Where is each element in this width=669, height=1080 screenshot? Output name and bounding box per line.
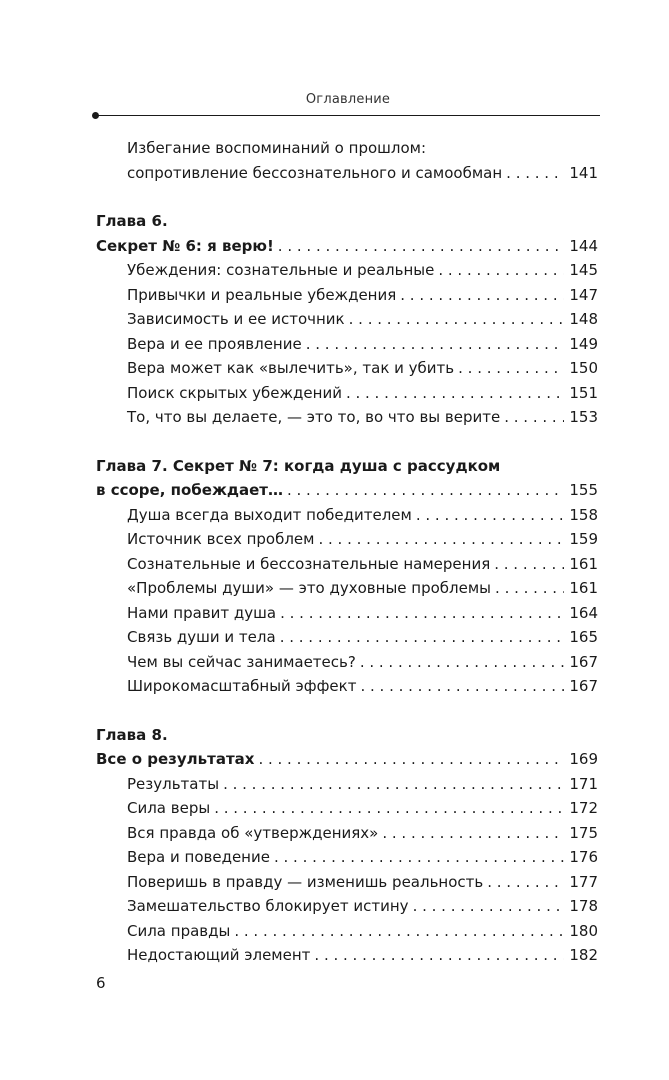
chapter-7-sections [96, 503, 598, 699]
toc-entry [96, 527, 598, 552]
toc-entry-title: Сила правды [127, 921, 231, 940]
toc-entry-page: 148 [569, 310, 598, 328]
toc-entry-title: Поиск скрытых убеждений [127, 383, 342, 402]
chapter-label: Глава 8. [96, 725, 168, 744]
toc-entry-page: 172 [569, 799, 598, 817]
dot-leader [413, 894, 564, 919]
toc-entry [96, 943, 598, 968]
toc-entry-page: 161 [569, 579, 598, 597]
dot-leader [234, 919, 564, 944]
chapter-page: 144 [569, 236, 598, 255]
chapter-title-line: Глава 7. Секрет № 7: когда душа с рассудком [96, 456, 501, 475]
dot-leader [287, 478, 564, 503]
toc-entry-title: Замешательство блокирует истину [127, 897, 409, 915]
toc-entry [96, 601, 598, 626]
toc-entry-line: Избегание воспоминаний о прошлом: [127, 139, 426, 157]
toc-entry-title: Сила веры [127, 799, 211, 817]
toc-entry [96, 503, 598, 528]
dot-leader [346, 381, 564, 406]
dot-leader [349, 307, 564, 332]
dot-leader [318, 527, 564, 552]
chapter-title: в ссоре, побеждает… [96, 481, 283, 499]
toc-entry [96, 650, 598, 675]
toc-entry [96, 674, 598, 699]
dot-leader [360, 650, 564, 675]
chapter-title: Все о результатах [96, 750, 255, 768]
toc-entry [96, 283, 598, 308]
toc [96, 136, 598, 968]
toc-entry-page: 150 [569, 359, 598, 377]
toc-entry-title: Недостающий элемент [127, 946, 311, 964]
dot-leader [280, 625, 564, 650]
toc-entry [96, 552, 598, 577]
toc-entry-title: Душа всегда выходит победителем [127, 505, 412, 524]
chapter-entry [96, 478, 598, 503]
toc-entry [96, 894, 598, 919]
dot-leader [360, 674, 564, 699]
dot-leader [458, 356, 564, 381]
toc-entry-title: Вера может как «вылечить», так и убить [127, 359, 455, 377]
chapter-page: 155 [569, 481, 598, 499]
toc-entry-title: То, что вы делаете, — это то, во что вы верите [127, 408, 501, 426]
toc-entry [96, 821, 598, 846]
dot-leader [314, 943, 564, 968]
running-header: Оглавление [305, 92, 391, 107]
toc-entry-title: Источник всех проблем [127, 530, 315, 548]
chapter-entry [96, 747, 598, 772]
toc-entry-title: «Проблемы души» — это духовные проблемы [127, 579, 492, 597]
toc-entry [96, 307, 598, 332]
chapter-6-sections [96, 258, 598, 430]
dot-leader [438, 258, 564, 283]
toc-entry-page: 151 [569, 383, 598, 402]
chapter-8-sections [96, 772, 598, 968]
toc-entry [96, 161, 598, 186]
toc-entry [96, 919, 598, 944]
dot-leader [306, 332, 564, 357]
toc-entry-title: сопротивление бессознательного и самообман [127, 163, 503, 182]
chapter-label: Глава 6. [96, 212, 168, 230]
toc-entry-title: Убеждения: сознательные и реальные [127, 261, 435, 279]
toc-entry [96, 576, 598, 601]
toc-entry-title: Поверишь в правду — изменишь реальность [127, 872, 484, 891]
toc-entry-page: 159 [569, 530, 598, 548]
toc-entry [96, 356, 598, 381]
dot-leader [280, 601, 564, 626]
toc-entry-page: 165 [569, 628, 598, 646]
toc-entry-page: 153 [569, 408, 598, 426]
toc-entry-page: 180 [569, 921, 598, 940]
toc-entry [96, 772, 598, 797]
dot-leader [382, 821, 564, 846]
dot-leader [400, 283, 564, 308]
page-number: 6 [96, 974, 106, 992]
toc-entry-page: 167 [569, 652, 598, 671]
dot-leader [278, 234, 564, 259]
toc-entry-title: Зависимость и ее источник [127, 310, 345, 328]
toc-entry-page: 161 [569, 554, 598, 573]
toc-entry-title: Нами правит душа [127, 603, 277, 622]
dot-leader [487, 870, 564, 895]
toc-entry-title: Результаты [127, 774, 220, 793]
dot-leader [258, 747, 564, 772]
toc-entry-title: Связь души и тела [127, 628, 276, 646]
chapter-entry [96, 234, 598, 259]
toc-entry-title: Чем вы сейчас занимаетесь? [127, 652, 356, 671]
toc-entry-page: 178 [569, 897, 598, 915]
toc-entry-page: 145 [569, 261, 598, 279]
chapter-page: 169 [569, 750, 598, 768]
toc-entry-page: 141 [569, 163, 598, 182]
toc-entry-page: 149 [569, 334, 598, 353]
toc-entry-title: Сознательные и бессознательные намерения [127, 554, 491, 573]
toc-entry-page: 171 [569, 774, 598, 793]
dot-leader [214, 796, 564, 821]
dot-leader [223, 772, 564, 797]
dot-leader [274, 845, 564, 870]
toc-entry-title: Вся правда об «утверждениях» [127, 823, 379, 842]
toc-entry-title: Вера и поведение [127, 848, 270, 866]
toc-entry-page: 182 [569, 946, 598, 964]
dot-leader [494, 552, 564, 577]
toc-entry [96, 258, 598, 283]
toc-entry [96, 332, 598, 357]
toc-entry-page: 175 [569, 823, 598, 842]
dot-leader [416, 503, 564, 528]
toc-entry [96, 796, 598, 821]
toc-entry [96, 870, 598, 895]
toc-entry [96, 625, 598, 650]
toc-entry-page: 164 [569, 603, 598, 622]
toc-entry-page: 167 [569, 677, 598, 695]
dot-leader [495, 576, 564, 601]
toc-entry-title: Вера и ее проявление [127, 334, 302, 353]
toc-entry-page: 158 [569, 505, 598, 524]
toc-entry-title: Привычки и реальные убеждения [127, 285, 397, 304]
dot-leader [506, 161, 564, 186]
toc-entry-page: 147 [569, 285, 598, 304]
toc-entry-title: Широкомасштабный эффект [127, 677, 357, 695]
header-rule [96, 115, 600, 116]
chapter-title: Секрет № 6: я верю! [96, 236, 274, 255]
toc-entry [96, 845, 598, 870]
toc-entry-page: 177 [569, 872, 598, 891]
toc-entry [96, 381, 598, 406]
dot-leader [504, 405, 564, 430]
toc-entry-page: 176 [569, 848, 598, 866]
toc-entry [96, 405, 598, 430]
